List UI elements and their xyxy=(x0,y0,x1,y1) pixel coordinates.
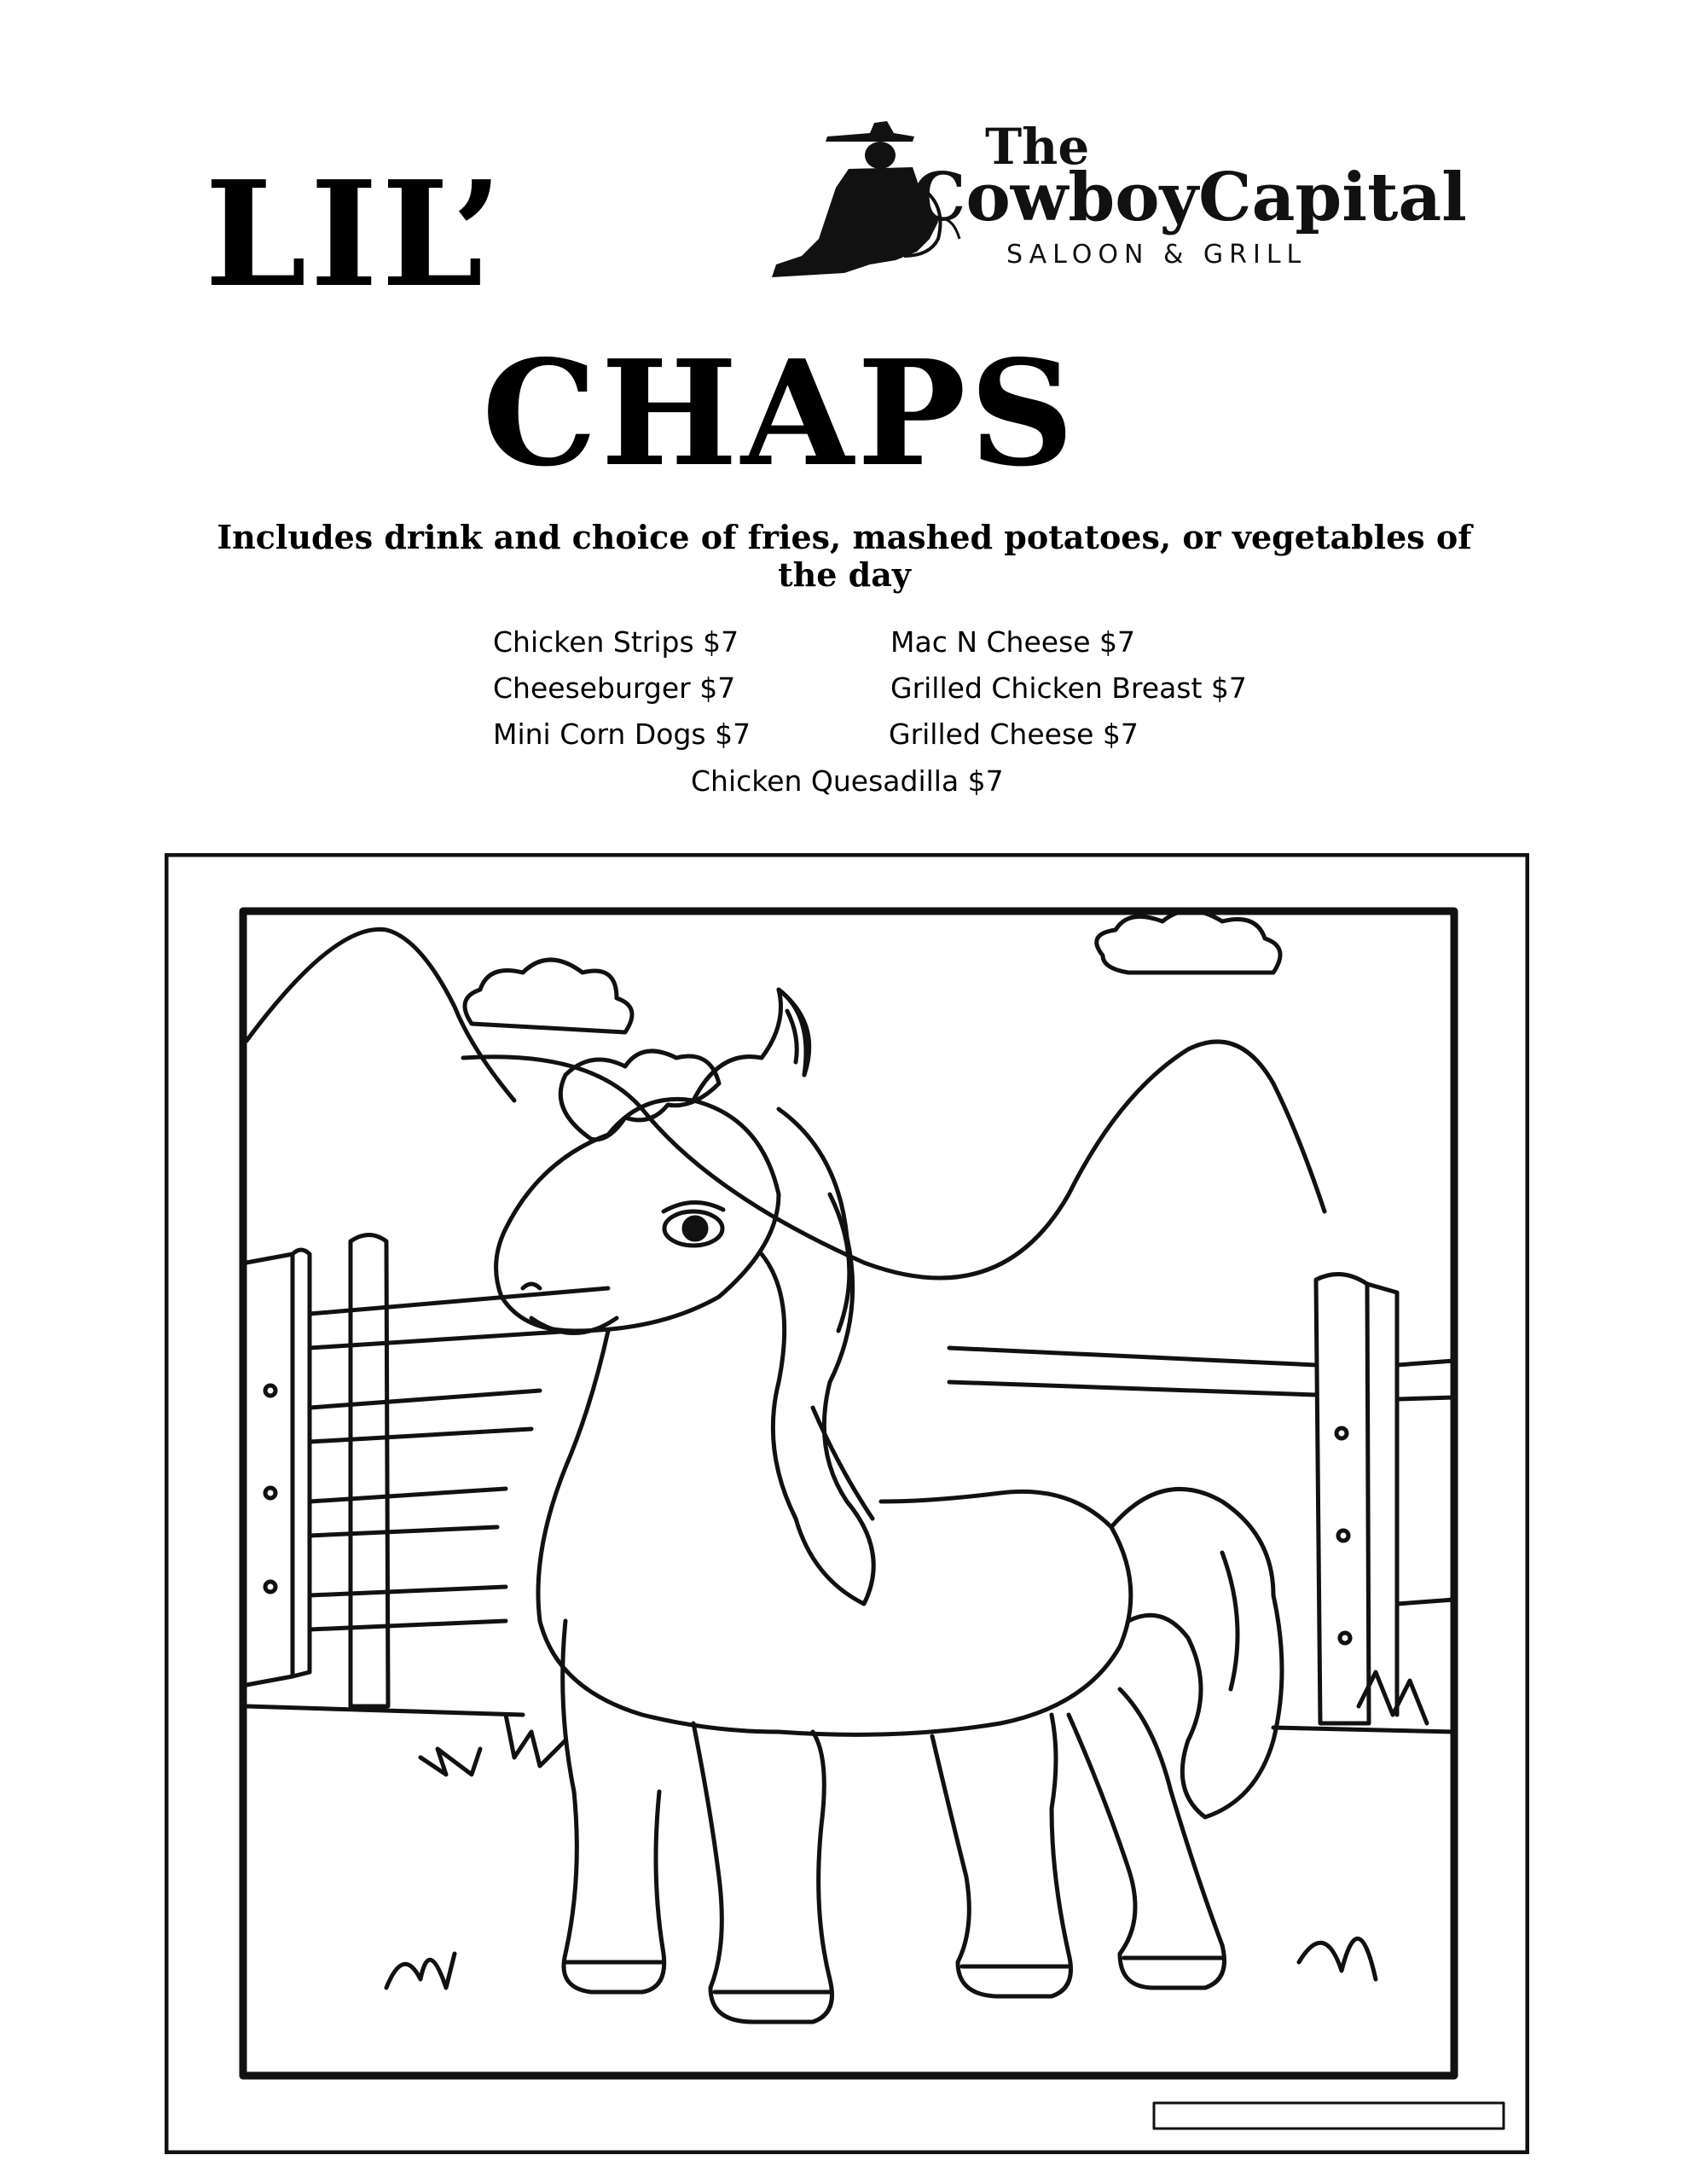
cowboy-capital-logo xyxy=(768,111,1484,282)
logo-tagline: SALOON & GRILL xyxy=(1006,240,1307,270)
menu-item-grilled-cheese: Grilled Cheese $7 xyxy=(889,717,1139,751)
menu-item-mac-n-cheese: Mac N Cheese $7 xyxy=(890,625,1136,659)
title-lil: LIL’ xyxy=(205,149,507,320)
menu-item-grilled-chicken-breast: Grilled Chicken Breast $7 xyxy=(890,671,1247,705)
coloring-page xyxy=(165,853,1529,2154)
pony-by-fence-icon xyxy=(246,911,1454,2023)
menu-item-chicken-strips: Chicken Strips $7 xyxy=(493,625,739,659)
menu-item-mini-corn-dogs: Mini Corn Dogs $7 xyxy=(493,717,751,751)
logo-the: The xyxy=(985,118,1090,176)
menu-item-cheeseburger: Cheeseburger $7 xyxy=(493,671,736,705)
title-chaps: CHAPS xyxy=(482,328,1078,499)
name-box xyxy=(1154,2103,1504,2129)
logo-name: CowboyCapital xyxy=(913,159,1467,236)
menu-item-chicken-quesadilla: Chicken Quesadilla $7 xyxy=(691,764,1004,798)
menu-subtitle: Includes drink and choice of fries, mashed potatoes, or vegetables of the day xyxy=(217,518,1472,594)
